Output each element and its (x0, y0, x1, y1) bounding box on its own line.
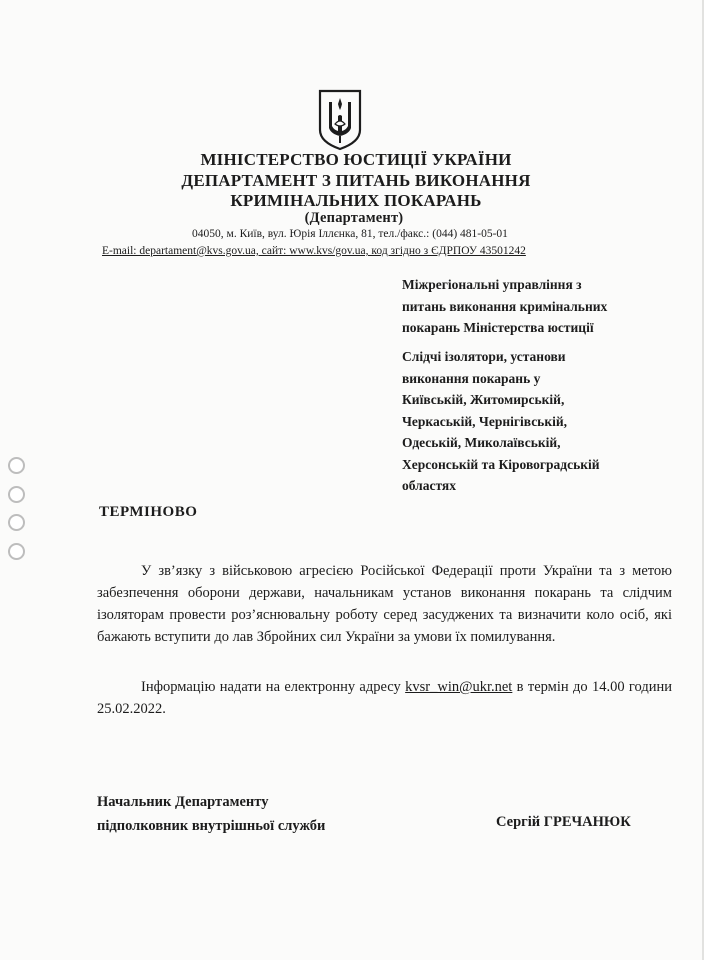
signatory-title: Начальник Департаменту (97, 794, 269, 810)
punch-hole-icon (8, 457, 25, 474)
recipient-line: Черкаській, Чернігівській, (402, 413, 568, 429)
department-title-line1: ДЕПАРТАМЕНТ З ПИТАНЬ ВИКОНАННЯ (181, 171, 531, 190)
punch-hole-icon (8, 514, 25, 531)
recipient-line: Міжрегіональні управління з (402, 277, 582, 292)
signatory-rank: підполковник внутрішньої служби (97, 818, 326, 834)
recipient-line: областях (402, 478, 456, 493)
signatory-position (97, 790, 325, 838)
punch-hole-icon (8, 486, 25, 503)
recipient-line: Слідчі ізолятори, установи (402, 349, 566, 364)
paragraph-text: Інформацію надати на електронну адресу (141, 679, 406, 695)
ministry-title: МІНІСТЕРСТВО ЮСТИЦІЇ УКРАЇНИ (200, 150, 512, 169)
department-address: 04050, м. Київ, вул. Юрія Іллєнка, 81, тел./факс.: (044) 481-05-01 (192, 228, 508, 240)
recipients-group-1 (402, 274, 664, 339)
recipient-line: Одеській, Миколаївській, (402, 435, 561, 450)
body-paragraph-1: У зв’язку з військовою агресією Російської Федерації проти України та з метою забезпечення оборони держави, начальникам установ виконання покарань та слідчим ізоляторам провести роз’яснювальну роботу серед засуджених та визначити коло осіб, які бажають вступити до лав Збройних сил України за умови їх помилування. (97, 563, 672, 645)
department-short-name: (Департамент) (304, 210, 404, 226)
recipient-line: Херсонській та Кіровоградській (402, 456, 600, 472)
recipient-line: Київській, Житомирській, (402, 392, 565, 407)
recipient-line: виконання покарань у (402, 370, 541, 386)
body-paragraph-2 (97, 676, 672, 720)
recipient-line: покарань Міністерства юстиції (402, 320, 594, 335)
paragraph-text: в термін до 14.00 години 25.02.2022. (97, 679, 672, 717)
recipient-line: питань виконання кримінальних (402, 298, 608, 314)
department-contacts: E-mail: departament@kvs.gov.ua, сайт: www.kvs/gov.ua, код згідно з ЄДРПОУ 43501242 (102, 245, 526, 257)
trident-coat-of-arms-icon (317, 88, 363, 152)
signatory-name: Сергій ГРЕЧАНЮК (496, 814, 631, 830)
punch-hole-icon (8, 543, 25, 560)
urgency-label: ТЕРМІНОВО (99, 504, 198, 520)
recipients-group-2 (402, 346, 664, 497)
reply-email-link[interactable]: kvsr_win@ukr.net (405, 679, 513, 695)
department-title-line2: КРИМІНАЛЬНИХ ПОКАРАНЬ (230, 191, 482, 210)
binder-holes (8, 457, 25, 571)
